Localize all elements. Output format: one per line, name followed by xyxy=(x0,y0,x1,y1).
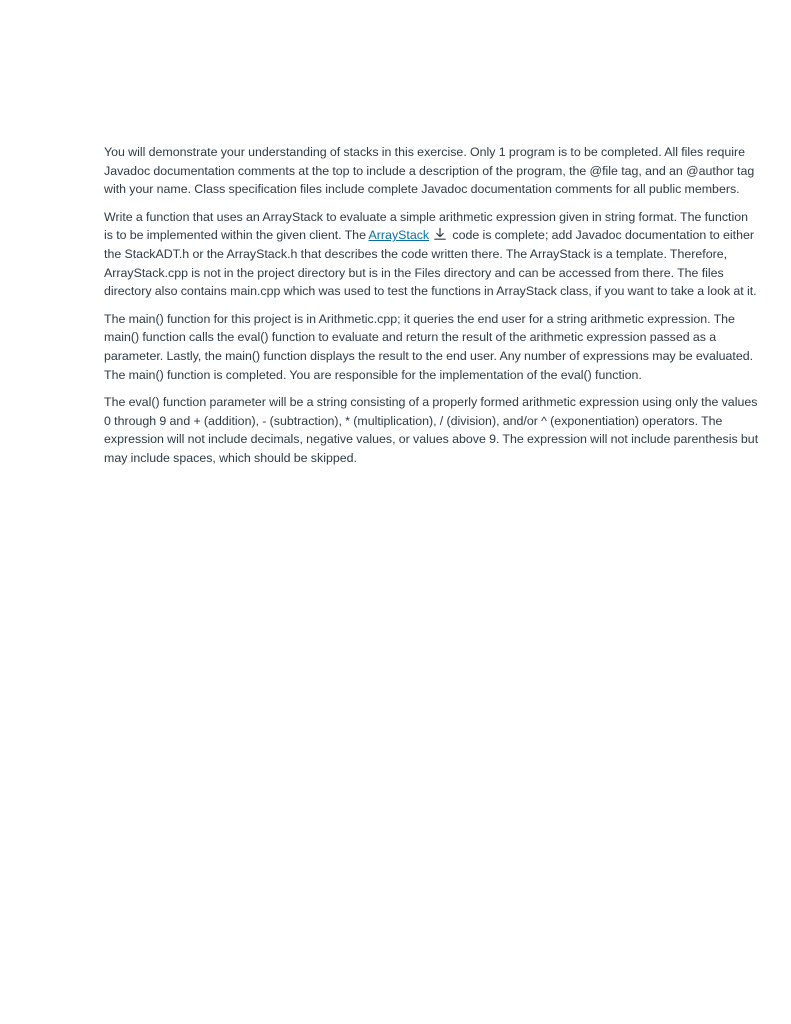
paragraph-intro: You will demonstrate your understanding of stacks in this exercise. Only 1 program is to be completed. All files require Javadoc documentation comments at the top to include a description of the program, the @file tag, and an @author tag with your name. Class specification files include complete Javadoc documentation comments for all public members. xyxy=(104,145,755,197)
paragraph-function-text-end: code is complete; add Javadoc documentation to either the StackADT.h or the ArrayStack.h that describes the code written there. The ArrayStack is a template. Therefore, ArrayStack.cpp is not in the project directory but is in the Files directory and can be accessed from there. The files directory also contains main.cpp which was used to test the functions in ArrayStack class, if you want to take a look at it. xyxy=(104,228,757,299)
paragraph-function-text-start: Write a function that uses an ArrayStack to evaluate a simple arithmetic expression given in string format. The function is to be implemented within the given client. The xyxy=(104,209,749,243)
paragraph-main: The main() function for this project is in Arithmetic.cpp; it queries the end user for a string arithmetic expression. The main() function calls the eval() function to evaluate and return the result of the arithmetic expression passed as a parameter. Lastly, the main() function displays the result to the end user. Any number of expressions may be evaluated. The main() function is completed. You are responsible for the implementation of the eval() function. xyxy=(104,311,754,382)
paragraph-eval: The eval() function parameter will be a string consisting of a properly formed arithmetic expression using only the values 0 through 9 and + (addition), - (subtraction), * (multiplication), / (division), and/or ^ (exponentiation) operators. The expression will not include decimals, negative values, or values above 9. The expression will not include parenthesis but may include spaces, which should be skipped. xyxy=(104,395,759,465)
arraystack-link[interactable]: ArrayStack xyxy=(368,228,430,243)
paragraph-function xyxy=(104,208,759,301)
assignment-description xyxy=(104,143,759,477)
download-icon[interactable] xyxy=(433,227,447,241)
